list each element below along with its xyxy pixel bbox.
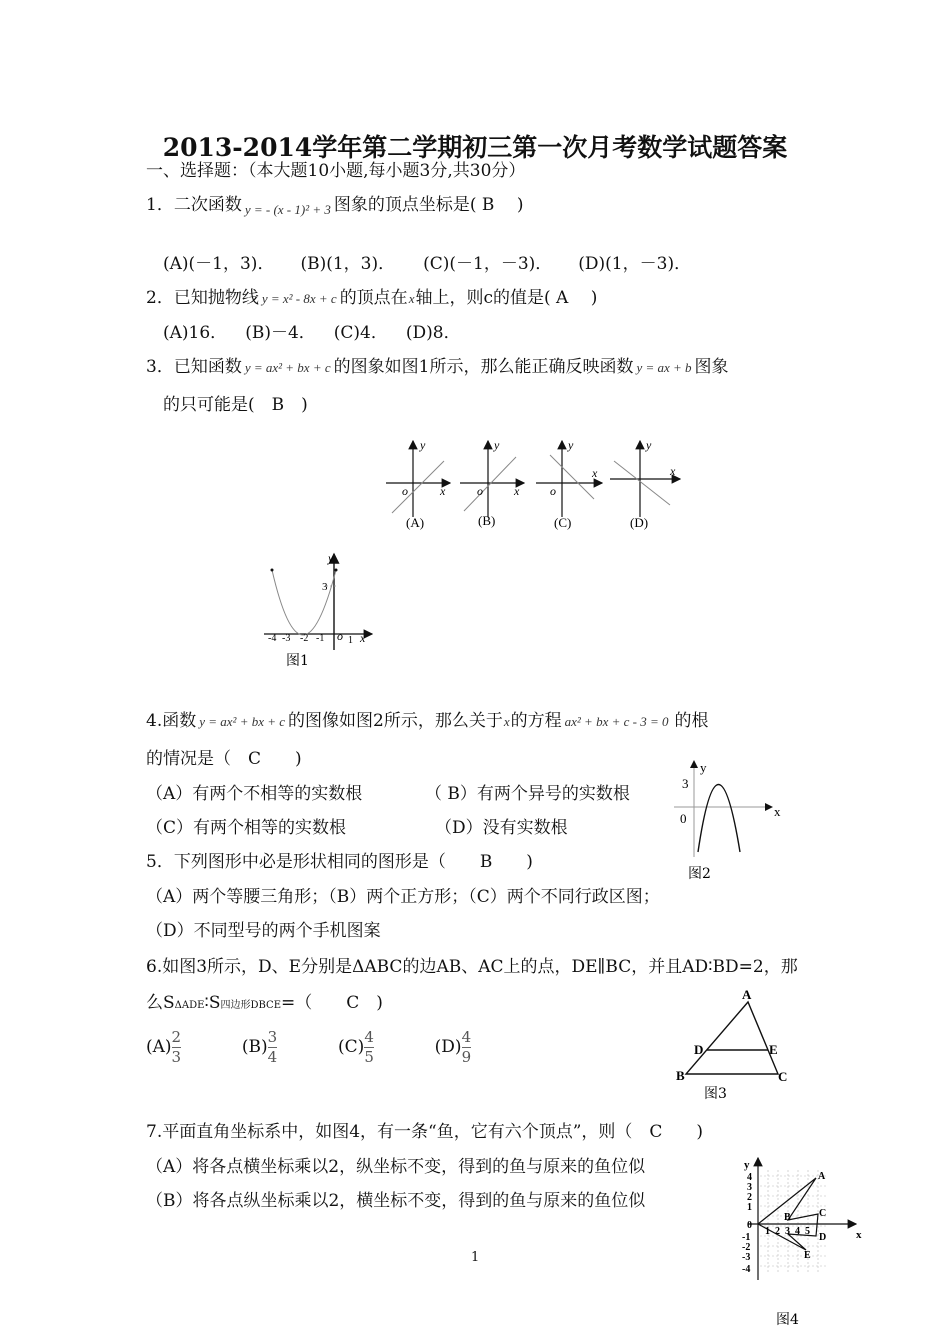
graph-a-label: (A) [406,515,425,530]
graph-c-label: (C) [554,515,572,530]
graph-a-x: x [440,484,446,498]
graph-c-y: y [568,438,574,452]
graph-d [610,438,680,530]
q2-option-d: (D)8． [405,323,461,343]
fig4-caption: 图4 [776,1312,799,1328]
fig3-label-c: C [778,1069,788,1084]
q6-line-2-a: 么S [146,993,175,1013]
graph-b-label: (B) [478,513,496,528]
graph-b-y: y [494,438,500,452]
fig2-tick-3: 3 [682,776,689,791]
graph-a-y: y [420,438,426,452]
q6-line-1: 6.如图3所示，D、E分别是ΔABC的边AB、AC上的点，DE∥BC，并且AD∶BD=2，那 [146,957,798,977]
q3-prefix: 3．已知函数 [146,357,242,377]
q2-option-b: (B)－4． [245,323,316,343]
graph-d-x: x [670,464,676,478]
fig4-point-e: E [804,1250,811,1261]
q6-options [146,1028,471,1067]
q6-line-2 [146,992,383,1017]
fig1-x-tick: -4 [268,633,277,644]
q6-line-2-b: ∶S [204,993,221,1013]
fig3-label-b: B [676,1068,685,1083]
graph-b [460,438,524,528]
fig4-y-tick: 3 [747,1182,752,1193]
graph-d-label: (D) [630,515,649,530]
q2-mid: 的顶点在 [339,288,408,308]
fig4-y-tick: -1 [742,1232,751,1243]
q4-suffix: 的根 [674,711,709,731]
fig4-x-tick: 4 [795,1226,800,1237]
q1-formula: y = - (x - 1)² + 3 [244,202,331,217]
q2-formula: y = x² - 8x + c [261,291,337,306]
graph-c-x: x [592,466,598,480]
q7-option-b: （B）将各点纵坐标乘以2，横坐标不变，得到的鱼与原来的鱼位似 [146,1191,646,1211]
q6-option-b: (B) $\frac{3}{4}$ [241,1028,278,1066]
figure-4 [728,1150,868,1340]
figure-2 [670,757,790,887]
q1-options [163,253,691,275]
q4-line-2: 的情况是（ C ) [146,749,302,769]
fig4-x-label: x [856,1229,862,1241]
fig4-x-tick: 1 [765,1226,770,1237]
fig4-x-tick: 5 [805,1226,810,1237]
q5-line-3: （D）不同型号的两个手机图案 [146,921,381,941]
q7-option-a: （A）将各点横坐标乘以2，纵坐标不变，得到的鱼与原来的鱼位似 [146,1157,646,1177]
q5-line-2: （A）两个等腰三角形；（B）两个正方形；（C）两个不同行政区图； [146,887,660,907]
q4-var: x [503,714,510,729]
q1-option-d: (D)(1，－3)． [578,254,692,274]
graph-a [386,438,450,530]
fig3-caption: 图3 [704,1086,727,1102]
fig4-y-tick: 2 [747,1192,752,1203]
fig4-point-b: B [784,1212,791,1223]
q2-prefix: 2．已知抛物线 [146,288,259,308]
q6-sub-1: ΔADE [174,1000,205,1011]
figure-3 [672,988,802,1103]
q1-line [146,194,523,221]
fig1-x-tick: 1 [348,635,353,646]
fig4-point-d: D [819,1232,827,1243]
fig4-y-tick: 4 [747,1172,752,1183]
fig2-x-label: x [774,804,781,819]
q4-option-c: （C）有两个相等的实数根 [146,818,347,838]
q4-option-b: （ B）有两个异号的实数根 [425,784,630,804]
fig1-origin: o [337,629,343,643]
fig4-point-a: A [818,1171,826,1182]
fig4-y-tick: 0 [747,1220,752,1231]
graph-c [536,438,602,530]
fig4-x-tick: 2 [775,1226,780,1237]
fig1-x-label: x [360,631,366,645]
q1-suffix: 图象的顶点坐标是( B ) [333,195,524,215]
q3-formula-1: y = ax² + bx + c [244,360,331,375]
fig4-y-tick: -4 [742,1264,751,1275]
fig2-y-label: y [700,760,707,775]
q3-line [146,356,729,379]
q5-line-1: 5．下列图形中必是形状相同的图形是（ B ) [146,852,533,872]
fig1-caption: 图1 [286,653,309,669]
q1-option-c: (C)(－1，－3)． [423,254,553,274]
q4-mid-2: 的方程 [510,711,562,731]
q4-prefix: 4.函数 [146,711,197,731]
fig1-x-tick: -1 [316,633,325,644]
q2-option-a: (A)16． [163,323,228,343]
graph-b-origin: o [477,484,483,498]
q3-mid: 的图象如图1所示，那么能正确反映函数 [333,357,634,377]
graph-a-origin: o [402,484,408,498]
page-number: 1 [471,1250,480,1265]
fig4-y-tick: -2 [742,1242,751,1253]
fig3-label-e: E [769,1042,778,1057]
q2-var: x [408,291,415,306]
q3-line-2: 的只可能是( B ) [163,395,308,415]
q1-option-b: (B)(1，3)． [300,254,396,274]
fig1-y-label: y [328,551,334,565]
graph-c-origin: o [550,484,556,498]
section-heading: 一、选择题：（本大题10小题,每小题3分,共30分） [146,161,526,181]
q4-option-d: （D）没有实数根 [435,818,568,838]
fig3-label-a: A [742,987,752,1002]
q6-line-2-c: =（ C ) [281,993,383,1013]
q3-answer-graphs [380,435,690,535]
fig4-point-c: C [819,1208,827,1219]
q3-formula-2: y = ax + b [636,360,692,375]
q7-line-1: 7.平面直角坐标系中，如图4，有一条“鱼，它有六个顶点”，则（ C ) [146,1122,704,1142]
fig4-x-tick: 3 [785,1226,790,1237]
q2-suffix: 轴上，则c的值是( A ) [415,288,598,308]
graph-d-y: y [646,438,652,452]
q4-mid: 的图像如图2所示，那么关于 [288,711,503,731]
q2-line [146,287,597,310]
q2-option-c: (C)4． [333,323,388,343]
q4-formula-2: ax² + bx + c - 3 = 0 [564,714,669,729]
fig4-y-label: y [744,1159,750,1171]
q6-option-a: (A) $\frac{2}{3}$ [146,1028,182,1066]
fig4-y-tick: -3 [742,1252,751,1263]
fig4-y-tick: 1 [747,1202,752,1213]
q4-line [146,710,709,733]
q1-prefix: 1．二次函数 [146,195,242,215]
fig1-y-tick: 3 [322,581,328,593]
q2-options [163,322,461,344]
q6-option-d: (D) $\frac{4}{9}$ [434,1028,472,1066]
fig2-origin: 0 [680,811,687,826]
fig1-x-tick: -3 [282,633,291,644]
page-title: 2013-2014学年第二学期初三第一次月考数学试题答案 [162,133,788,162]
fig1-x-tick: -2 [300,633,309,644]
q3-suffix: 图象 [694,357,729,377]
q4-formula-1: y = ax² + bx + c [199,714,286,729]
graph-b-x: x [514,484,520,498]
fig3-label-d: D [694,1042,704,1057]
q6-sub-2: 四边形DBCE [220,1000,282,1011]
fig2-caption: 图2 [688,866,711,882]
figure-1 [262,550,382,670]
q4-option-a: （A）有两个不相等的实数根 [146,784,363,804]
q1-option-a: (A)(－1，3)． [163,254,275,274]
q6-option-c: (C) $\frac{4}{5}$ [338,1028,374,1066]
